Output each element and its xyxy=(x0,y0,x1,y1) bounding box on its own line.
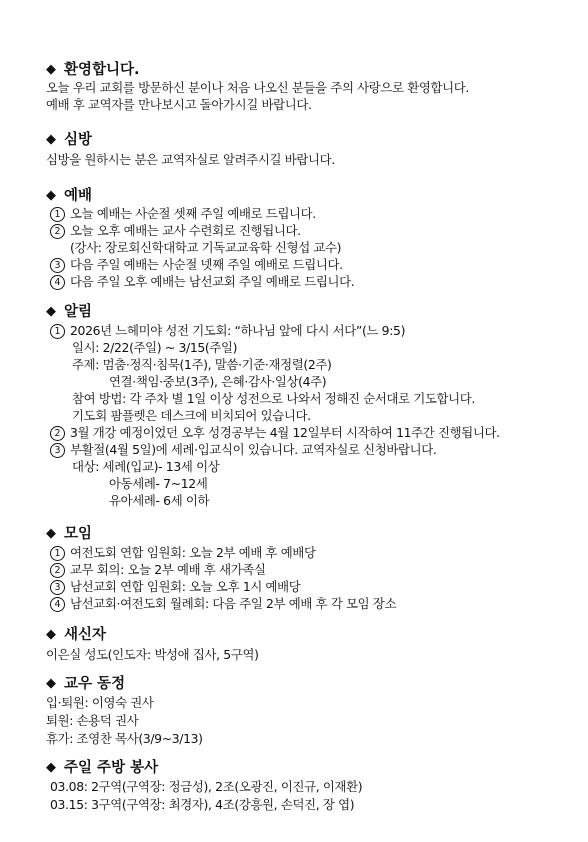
visitation-line: 심방을 원하시는 분은 교역자실로 알려주시길 바랍니다. xyxy=(46,152,335,167)
meeting-item xyxy=(50,545,316,561)
notice-period: 일시: 2/22(주일) ~ 3/15(주일) xyxy=(72,340,238,355)
notice-item xyxy=(50,425,500,441)
diamond-icon: ◆ xyxy=(46,526,56,541)
members-title: 교우 동정 xyxy=(64,676,126,692)
meeting-item-text: 남선교회 연합 임원회: 오늘 오후 1시 예배당 xyxy=(70,579,301,594)
service-line: 03.08: 2구역(구역장: 정금성), 2조(오광진, 이진규, 이재환) xyxy=(50,779,363,794)
notices-heading xyxy=(46,303,92,321)
notice-pamphlet: 기도회 팜플렛은 데스크에 비치되어 있습니다. xyxy=(72,408,311,423)
circled-number-icon: 1 xyxy=(50,546,65,561)
circled-number-icon: 4 xyxy=(50,275,65,290)
notice-theme: 주제: 멈춤·정직·침묵(1주), 말씀·기준·재정렬(2주) xyxy=(72,357,332,372)
diamond-icon: ◆ xyxy=(46,132,56,147)
welcome-heading xyxy=(46,61,140,79)
notices-title: 알림 xyxy=(64,304,93,320)
circled-number-icon: 1 xyxy=(50,207,65,222)
circled-number-icon: 3 xyxy=(50,580,65,595)
notice-theme: 연결·책임·중보(3주), 은혜·감사·일상(4주) xyxy=(109,374,327,389)
worship-heading xyxy=(46,187,92,205)
worship-item-text: 오늘 예배는 사순절 셋째 주일 예배로 드립니다. xyxy=(70,206,316,221)
meeting-item-text: 남선교회·여전도회 월례회: 다음 주일 2부 예배 후 각 모임 장소 xyxy=(70,596,397,611)
notice-item xyxy=(50,323,405,339)
worship-item xyxy=(50,274,354,290)
notice-target-infant: 유아세례- 6세 이하 xyxy=(109,493,210,508)
notice-item xyxy=(50,442,436,458)
worship-item-note: (강사: 장로회신학대학교 기독교교육학 신형섭 교수) xyxy=(70,240,342,255)
visitation-heading xyxy=(46,131,92,149)
worship-item-text: 오늘 오후 예배는 교사 수련회로 진행됩니다. xyxy=(70,223,301,238)
newcomers-heading xyxy=(46,626,106,644)
circled-number-icon: 2 xyxy=(50,224,65,239)
worship-title: 예배 xyxy=(64,188,93,204)
circled-number-icon: 3 xyxy=(50,443,65,458)
worship-item-text: 다음 주일 예배는 사순절 넷째 주일 예배로 드립니다. xyxy=(70,257,343,272)
notice-item-text: 2026년 느헤미야 성전 기도회: “하나님 앞에 다시 서다”(느 9:5) xyxy=(70,323,406,338)
meeting-item-text: 여전도회 연합 임원회: 오늘 2부 예배 후 예배당 xyxy=(70,545,316,560)
diamond-icon: ◆ xyxy=(46,627,56,642)
notice-item-text: 3월 개강 예정이었던 오후 성경공부는 4월 12일부터 시작하여 11주간 진행됩니다. xyxy=(70,425,500,440)
worship-item-text: 다음 주일 오후 예배는 남선교회 주일 예배로 드립니다. xyxy=(70,274,355,289)
meetings-heading xyxy=(46,525,92,543)
newcomer-line: 이은실 성도(인도자: 박성애 집사, 5구역) xyxy=(46,647,259,662)
notice-target-child: 아동세례- 7~12세 xyxy=(109,476,208,491)
diamond-icon: ◆ xyxy=(46,62,56,77)
meetings-title: 모임 xyxy=(64,526,93,542)
notice-item-text: 부활절(4월 5일)에 세례·입교식이 있습니다. 교역자실로 신청바랍니다. xyxy=(70,442,437,457)
welcome-line: 예배 후 교역자를 만나보시고 돌아가시길 바랍니다. xyxy=(46,97,312,112)
service-line: 03.15: 3구역(구역장: 최경자), 4조(강흥원, 손덕진, 장 엽) xyxy=(50,797,355,812)
worship-item xyxy=(50,223,301,239)
welcome-line: 오늘 우리 교회를 방문하신 분이나 처음 나오신 분들을 주의 사랑으로 환영합니다. xyxy=(46,80,469,95)
meeting-item xyxy=(50,579,300,595)
service-title: 주일 주방 봉사 xyxy=(64,760,159,776)
worship-item xyxy=(50,257,343,273)
notice-method: 참여 방법: 각 주차 별 1일 이상 성전으로 나와서 정해진 순서대로 기도합니다. xyxy=(72,391,476,406)
welcome-title: 환영합니다. xyxy=(64,62,140,78)
diamond-icon: ◆ xyxy=(46,676,56,691)
circled-number-icon: 4 xyxy=(50,597,65,612)
meeting-item-text: 교무 회의: 오늘 2부 예배 후 새가족실 xyxy=(70,562,266,577)
circled-number-icon: 2 xyxy=(50,563,65,578)
member-line: 퇴원: 손용덕 권사 xyxy=(46,713,139,728)
visitation-title: 심방 xyxy=(64,132,93,148)
worship-item xyxy=(50,206,316,222)
diamond-icon: ◆ xyxy=(46,188,56,203)
member-line: 휴가: 조영찬 목사(3/9~3/13) xyxy=(46,731,203,746)
member-line: 입·퇴원: 이영숙 권사 xyxy=(46,695,154,710)
circled-number-icon: 2 xyxy=(50,426,65,441)
notice-target: 대상: 세례(입교)- 13세 이상 xyxy=(72,459,220,474)
meeting-item xyxy=(50,562,266,578)
newcomers-title: 새신자 xyxy=(64,627,107,643)
circled-number-icon: 3 xyxy=(50,258,65,273)
diamond-icon: ◆ xyxy=(46,304,56,319)
members-heading xyxy=(46,675,125,693)
diamond-icon: ◆ xyxy=(46,760,56,775)
circled-number-icon: 1 xyxy=(50,324,65,339)
service-heading xyxy=(46,759,158,777)
meeting-item xyxy=(50,596,396,612)
